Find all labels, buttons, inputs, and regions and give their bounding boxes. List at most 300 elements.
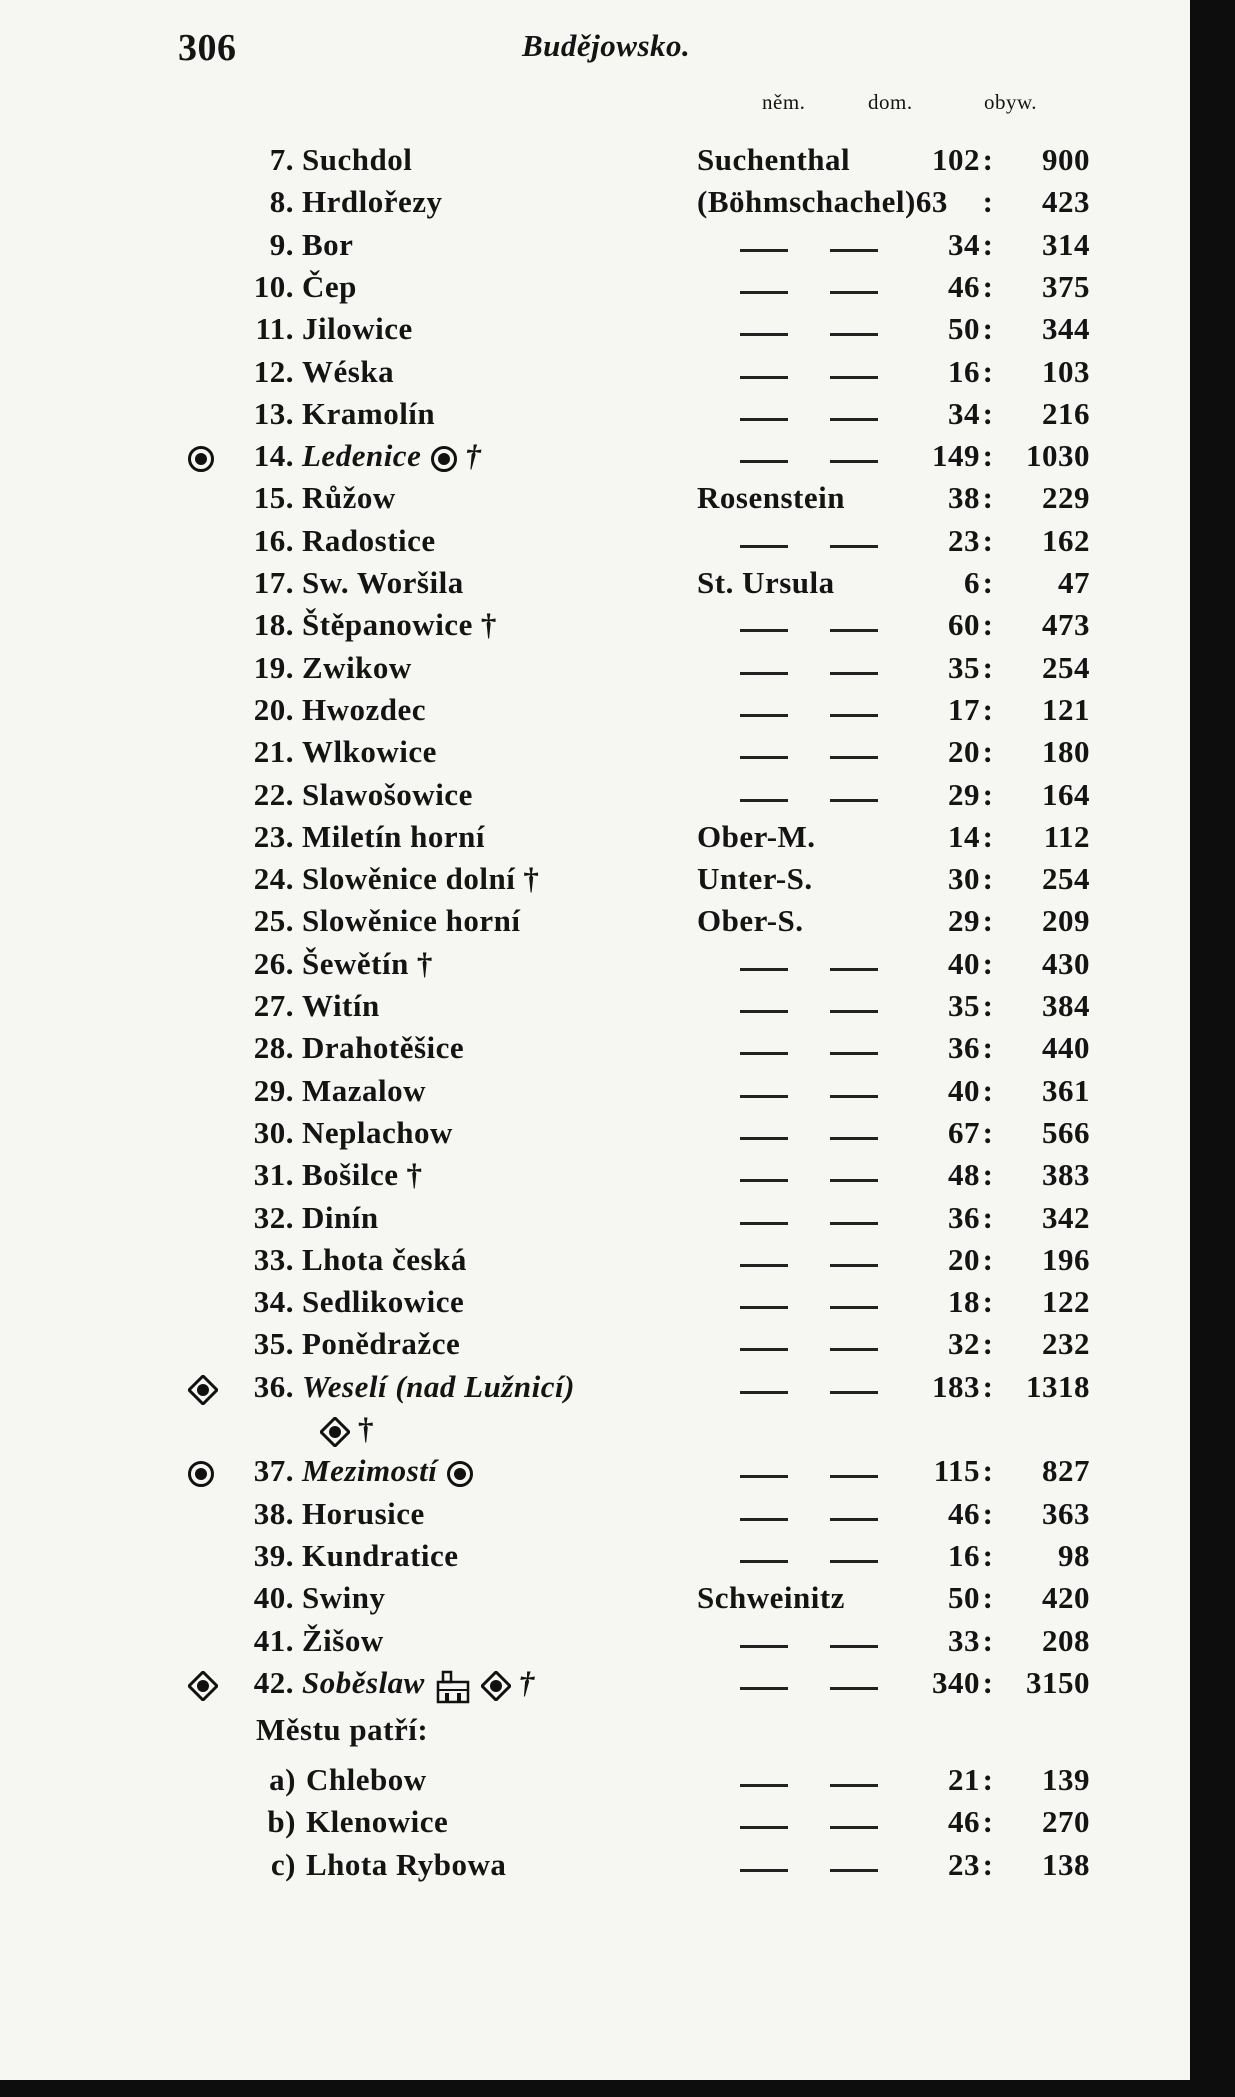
row-number: 16. [253,522,294,558]
row-number: 21. [253,734,294,770]
circled-dot-icon [431,446,457,472]
inhabitants-count: 47 [1058,565,1090,600]
inhabitants-count: 383 [1042,1157,1090,1193]
row-number: 35. [253,1326,294,1362]
separator: : [982,1072,994,1108]
row-number: 17. [253,565,294,600]
separator: : [982,861,994,897]
table-row [0,650,1190,692]
row-number: 28. [253,1030,294,1066]
table-row [0,819,1190,861]
houses-count: 14 [948,818,980,854]
table-row [0,903,1190,945]
separator: : [982,1664,994,1700]
table-row [0,1157,1190,1199]
separator: : [982,649,994,685]
place-name [302,396,435,432]
ditto-dash [740,460,788,463]
separator: : [982,268,994,304]
houses-count: 40 [948,945,980,981]
inhabitants-count: 3150 [1026,1664,1090,1700]
separator: : [982,395,994,431]
separator: : [982,353,994,389]
separator: : [982,691,994,727]
row-number: 22. [253,776,294,812]
inhabitants-count: 208 [1042,1622,1090,1658]
inhabitants-count: 361 [1042,1072,1090,1108]
row-number: 18. [253,607,294,643]
ditto-dash [740,1179,788,1182]
building-icon [435,1668,471,1704]
place-name-text: Mazalow [302,1072,427,1108]
place-name [302,565,464,601]
row-number: 37. [253,1453,294,1489]
inhabitants-count: 430 [1042,945,1090,981]
place-name-text: Horusice [302,1495,425,1531]
separator: : [982,1199,994,1235]
table-row [0,1453,1190,1495]
ditto-dash [740,1687,788,1690]
houses-count: 40 [948,1072,980,1108]
table-row [0,1200,1190,1242]
separator: : [982,1804,994,1840]
table-row [0,1242,1190,1284]
houses-count: 38 [948,480,980,516]
place-name-text: Miletín horní [302,818,486,854]
inhabitants-count: 375 [1042,268,1090,304]
houses-count: 20 [948,734,980,770]
place-name-text: Mezimostí [302,1453,438,1489]
place-name [302,1369,575,1405]
separator: : [982,522,994,558]
inhabitants-count: 342 [1042,1199,1090,1235]
place-name-text: Soběslaw [302,1664,425,1700]
german-name: St. Ursula [697,565,835,600]
separator: : [982,1537,994,1573]
cross-symbol: † [406,1157,423,1193]
inhabitants-count: 363 [1042,1495,1090,1531]
row-number: 7. [269,142,294,177]
table-row [0,227,1190,269]
place-name [302,438,481,474]
table-row [0,988,1190,1030]
row-number: 15. [253,480,294,516]
houses-count: 23 [948,1846,980,1882]
german-name: Rosenstein [697,480,845,516]
houses-count: 48 [948,1157,980,1193]
place-name-text: Slowěnice dolní [302,861,516,897]
place-name-text: Růžow [302,480,396,516]
separator: : [982,734,994,770]
place-name-text: Kramolín [302,395,436,431]
houses-count: 33 [948,1622,980,1658]
separator: : [982,607,994,643]
place-name [302,1242,467,1278]
separator: : [982,1284,994,1320]
row-number: 10. [253,268,294,304]
place-name [302,1200,379,1236]
place-name: Klenowice [306,1804,449,1840]
place-name [302,1073,426,1109]
place-name [302,269,357,305]
separator: : [982,1368,994,1404]
inhabitants-count: 229 [1042,480,1090,516]
separator: : [982,184,994,220]
place-name [302,734,437,770]
place-name-text: Radostice [302,522,436,558]
ditto-dash [740,1826,788,1829]
separator: : [982,438,994,474]
place-name [302,650,412,686]
german-name: Unter-S. [697,861,813,897]
subsection-title: Městu patří: [256,1712,429,1747]
place-name [302,946,433,982]
row-number: 41. [253,1622,294,1658]
place-name [302,480,396,516]
houses-count: 340 [932,1664,980,1700]
column-header-dom: dom. [868,90,913,114]
cross-symbol: † [416,945,433,981]
houses-count: 102 [932,142,980,177]
place-name [302,819,485,855]
ditto-dash [740,968,788,971]
ditto-dash [740,1869,788,1872]
separator: : [982,226,994,262]
inhabitants-count: 440 [1042,1030,1090,1066]
place-name [302,1538,459,1574]
houses-count: 46 [948,1495,980,1531]
table-row [0,354,1190,396]
table-row [0,1115,1190,1157]
table-row [0,607,1190,649]
separator: : [982,945,994,981]
place-name [302,988,380,1024]
place-name-text: Hrdlořezy [302,184,443,220]
inhabitants-count: 162 [1042,522,1090,558]
separator: : [982,1846,994,1882]
ditto-dash [740,376,788,379]
row-number: 34. [253,1284,294,1320]
ditto-dash [740,1784,788,1787]
ditto-dash [740,1560,788,1563]
table-row [0,777,1190,819]
place-name [302,1496,425,1532]
column-header-german: něm. [762,90,806,114]
ditto-dash [740,714,788,717]
houses-count: 17 [948,691,980,727]
houses-count: 46 [948,1804,980,1840]
table-row [0,1665,1190,1707]
place-name-text: Čep [302,268,357,304]
separator: : [982,311,994,347]
inhabitants-count: 900 [1042,142,1090,177]
houses-count: 29 [948,903,980,939]
place-name [302,1284,464,1320]
place-name-text: Štěpanowice [302,607,473,643]
inhabitants-count: 112 [1043,818,1090,854]
diamond-star-icon [320,1417,350,1447]
sub-letter: c) [270,1846,296,1882]
houses-count: 23 [948,522,980,558]
houses-count: 35 [948,988,980,1023]
place-name-text: Drahotěšice [302,1030,465,1066]
place-name-text: Swiny [302,1580,386,1616]
place-name [302,311,413,347]
separator: : [982,1762,994,1797]
place-name-text: Weselí (nad Lužnicí) [302,1368,575,1404]
ditto-dash [740,1391,788,1394]
ditto-dash [740,1264,788,1267]
inhabitants-count: 423 [1042,184,1090,220]
row-number: 13. [253,395,294,431]
separator: : [982,1495,994,1531]
houses-count: 30 [948,861,980,897]
separator: : [982,776,994,812]
table-row [0,184,1190,226]
inhabitants-count: 216 [1042,395,1090,431]
row-number: 39. [253,1537,294,1573]
place-name [302,777,473,813]
separator: : [982,1030,994,1066]
inhabitants-count: 180 [1042,734,1090,770]
row-number: 23. [253,818,294,854]
german-name: Ober-M. [697,818,816,854]
houses-count: 50 [948,311,980,347]
place-name-text: Lhota česká [302,1241,467,1277]
ditto-dash [740,629,788,632]
inhabitants-count: 384 [1042,988,1090,1023]
row-number: 30. [253,1114,294,1150]
place-name-text: Hwozdec [302,691,427,727]
ditto-dash [740,1222,788,1225]
separator: : [982,1157,994,1193]
table-row [0,1580,1190,1622]
page-edge-bottom [0,2080,1235,2097]
circled-dot-icon [447,1461,473,1487]
ditto-dash [740,418,788,421]
houses-count: 34 [948,395,980,431]
houses-count: 21 [948,1762,980,1797]
table-row [0,269,1190,311]
inhabitants-count: 314 [1042,226,1090,262]
row-number: 36. [253,1368,294,1404]
inhabitants-count: 254 [1042,861,1090,897]
inhabitants-count: 98 [1058,1537,1090,1573]
place-name-text: Wlkowice [302,734,437,770]
place-name [302,1157,423,1193]
houses-count: 6 [964,565,980,600]
row-number: 38. [253,1495,294,1531]
inhabitants-count: 1030 [1026,438,1090,474]
place-name [302,1623,384,1659]
separator: : [982,142,994,177]
row-number: 9. [269,226,294,262]
place-name-text: Ponědražce [302,1326,461,1362]
place-name [302,607,497,643]
table-row [0,438,1190,480]
ditto-dash [740,1137,788,1140]
houses-count: 29 [948,776,980,812]
row-number: 32. [253,1199,294,1235]
german-name: Ober-S. [697,903,804,939]
ditto-dash [740,1095,788,1098]
place-name [302,1580,385,1616]
german-name: Suchenthal [697,142,851,177]
row-number: 31. [253,1157,294,1193]
separator: : [982,818,994,854]
houses-count: 46 [948,268,980,304]
ditto-dash [740,1306,788,1309]
houses-count: 50 [948,1580,980,1616]
row-number: 27. [253,988,294,1023]
inhabitants-count: 232 [1042,1326,1090,1362]
row-number: 24. [253,861,294,897]
separator: : [982,903,994,939]
table-row [0,1623,1190,1665]
separator: : [982,1453,994,1489]
german-name: (Böhmschachel)63 [697,184,948,220]
row-number: 25. [253,903,294,939]
inhabitants-count: 121 [1042,691,1090,727]
houses-count: 18 [948,1284,980,1320]
houses-count: 36 [948,1199,980,1235]
place-name-text: Witín [302,988,380,1023]
place-name-text: Wéska [302,353,395,389]
place-name-text: Neplachow [302,1114,453,1150]
place-name [302,354,394,390]
inhabitants-count: 420 [1042,1580,1090,1616]
row-number: 14. [253,438,294,474]
cross-symbol: † [518,1664,535,1700]
ditto-dash [740,799,788,802]
inhabitants-count: 138 [1042,1846,1090,1882]
table-row [0,311,1190,353]
place-name-text: Bor [302,226,354,262]
place-name [302,227,353,263]
place-name-text: Bošilce [302,1157,399,1193]
subsection-row [0,1804,1190,1846]
table-row [0,692,1190,734]
houses-count: 36 [948,1030,980,1066]
cross-symbol: † [480,607,497,643]
running-head: Budějowsko. [522,28,691,63]
ditto-dash [740,672,788,675]
row-number: 40. [253,1580,294,1616]
place-name [302,142,412,178]
inhabitants-count: 103 [1042,353,1090,389]
place-name [302,1665,535,1704]
inhabitants-count: 1318 [1026,1368,1090,1404]
ditto-dash [740,1645,788,1648]
row-symbols [310,1411,374,1447]
separator: : [982,565,994,600]
houses-count: 34 [948,226,980,262]
place-name-text: Ledenice [302,438,422,474]
place-name [302,903,520,939]
cross-symbol: † [523,861,540,897]
table-row-continuation [0,1411,1190,1453]
place-name [302,1030,464,1066]
place-name-text: Jilowice [302,311,413,347]
place-name [302,1453,473,1489]
separator: : [982,988,994,1023]
separator: : [982,1580,994,1616]
diamond-star-icon [481,1671,511,1701]
cross-symbol: † [465,438,482,474]
table-row [0,1073,1190,1115]
houses-count: 60 [948,607,980,643]
table-row [0,861,1190,903]
place-name [302,1326,460,1362]
table-row [0,1369,1190,1411]
houses-count: 115 [933,1453,980,1489]
row-number: 29. [253,1072,294,1108]
row-number: 20. [253,691,294,727]
ditto-dash [740,291,788,294]
place-name-text: Suchdol [302,142,413,177]
houses-count: 149 [932,438,980,474]
inhabitants-count: 164 [1042,776,1090,812]
ditto-dash [740,1052,788,1055]
place-name: Chlebow [306,1762,427,1797]
houses-count: 35 [948,649,980,685]
place-name [302,692,426,728]
place-name: Lhota Rybowa [306,1846,507,1882]
ditto-dash [740,1010,788,1013]
inhabitants-count: 122 [1042,1284,1090,1320]
table-row [0,1326,1190,1368]
place-name-text: Slowěnice horní [302,903,521,939]
houses-count: 32 [948,1326,980,1362]
ditto-dash [740,249,788,252]
table-row [0,1030,1190,1072]
table-row [0,396,1190,438]
column-header-obyv: obyw. [984,90,1038,114]
sub-letter: b) [267,1804,296,1840]
place-name-text: Šewětín [302,945,409,981]
inhabitants-count: 473 [1042,607,1090,643]
table-row [0,1284,1190,1326]
ditto-dash [740,545,788,548]
row-number: 12. [253,353,294,389]
ditto-dash [740,333,788,336]
place-name-text: Zwikow [302,649,412,685]
inhabitants-count: 344 [1042,311,1090,347]
cross-symbol: † [358,1411,374,1446]
place-name-text: Slawošowice [302,776,473,812]
place-name [302,184,443,220]
separator: : [982,1622,994,1658]
inhabitants-count: 827 [1042,1453,1090,1489]
row-number: 11. [255,311,294,347]
separator: : [982,1114,994,1150]
houses-count: 16 [948,1537,980,1573]
place-name-text: Žišow [302,1622,384,1658]
row-number: 33. [253,1241,294,1277]
ditto-dash [740,1518,788,1521]
ditto-dash [740,756,788,759]
separator: : [982,1241,994,1277]
row-number: 26. [253,945,294,981]
place-name-text: Sedlikowice [302,1284,465,1320]
place-name-text: Dinín [302,1199,379,1235]
page-edge-right [1190,0,1235,2097]
houses-count: 67 [948,1114,980,1150]
table-row [0,142,1190,184]
houses-count: 183 [932,1368,980,1404]
inhabitants-count: 270 [1042,1804,1090,1840]
houses-count: 16 [948,353,980,389]
